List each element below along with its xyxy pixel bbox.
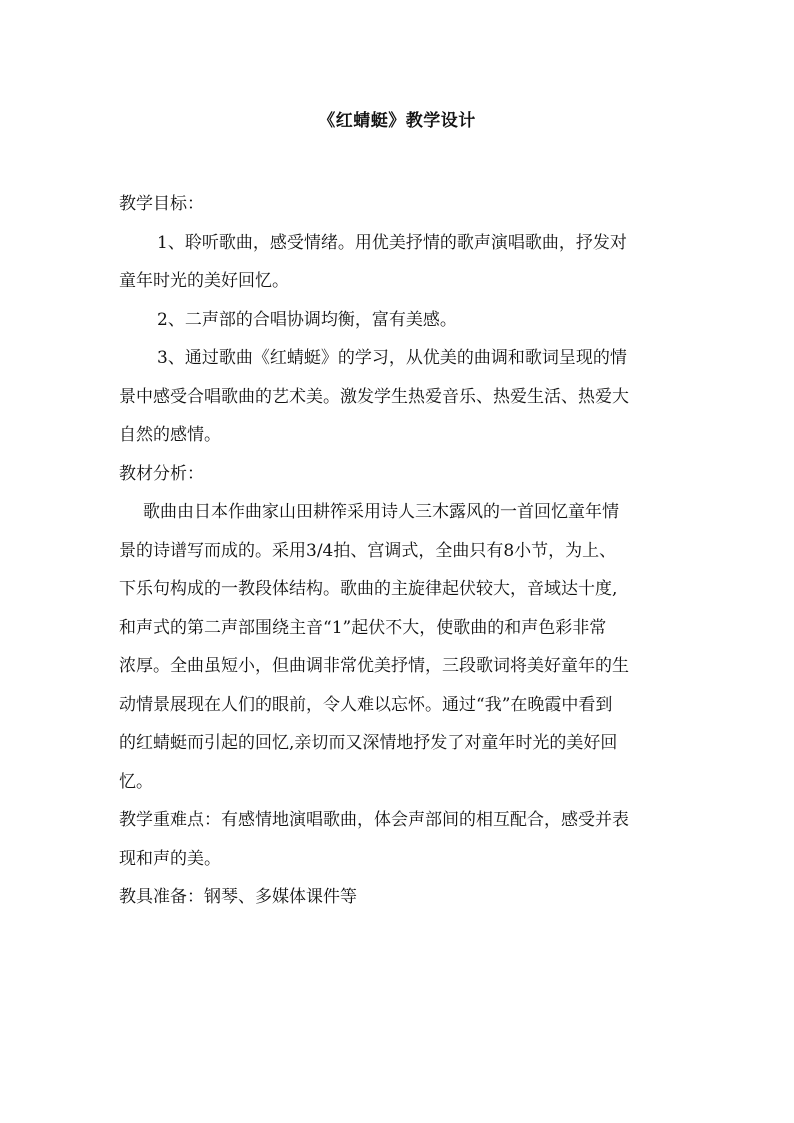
analysis-line-6: 动情景展现在人们的眼前，令人难以忘怀。通过“我”在晚霞中看到 (119, 694, 613, 715)
objective-3-line-2: 景中感受合唱歌曲的艺术美。激发学生热爱音乐、热爱生活、热爱大 (119, 386, 629, 407)
analysis-line-5: 浓厚。全曲虽短小，但曲调非常优美抒情，三段歌词将美好童年的生 (119, 656, 629, 676)
key-points-line-2: 现和声的美。 (119, 848, 221, 869)
document-body (119, 185, 679, 917)
analysis-line-7: 的红蜻蜓而引起的回忆,亲切而又深情地抒发了对童年时光的美好回 (119, 733, 618, 753)
analysis-line-2: 景的诗谱写而成的。采用3/4拍、宫调式，全曲只有8小节，为上、 (119, 540, 617, 561)
objective-3-line-1: 3、通过歌曲《红蜻蜓》的学习，从优美的曲调和歌词呈现的情 (157, 348, 627, 368)
document-title: 《红蜻蜓》教学设计 (318, 111, 476, 131)
objective-2: 2、二声部的合唱协调均衡，富有美感。 (157, 309, 457, 330)
analysis-line-3: 下乐句构成的一教段体结构。歌曲的主旋律起伏较大，音域达十度, (119, 579, 618, 599)
materials-line: 教具准备：钢琴、多媒体课件等 (119, 887, 357, 907)
objective-1-line-2: 童年时光的美好回忆。 (119, 271, 289, 291)
objective-3-line-3: 自然的感情。 (119, 425, 221, 445)
objectives-heading: 教学目标： (119, 194, 204, 214)
analysis-line-4: 和声式的第二声部围绕主音“1”起伏不大，使歌曲的和声色彩非常 (119, 617, 607, 638)
objective-1-line-1: 1、聆听歌曲，感受情绪。用优美抒情的歌声演唱歌曲，抒发对 (157, 232, 627, 253)
analysis-line-1: 歌曲由日本作曲家山田耕筰采用诗人三木露风的一首回忆童年情 (143, 502, 619, 522)
key-points-line-1: 教学重难点：有感情地演唱歌曲，体会声部间的相互配合，感受并表 (119, 810, 629, 830)
analysis-line-8: 忆。 (119, 771, 153, 792)
analysis-heading: 教材分析： (119, 463, 204, 484)
